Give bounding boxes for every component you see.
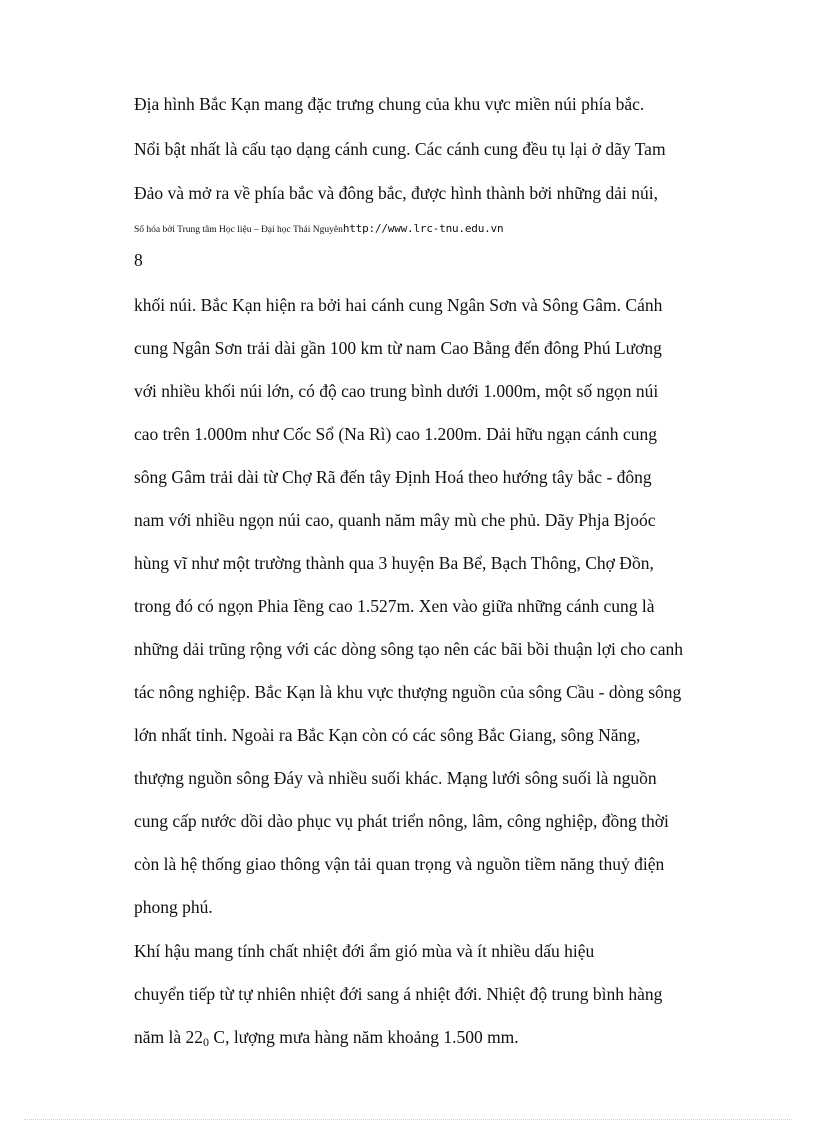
- page-number: 8: [134, 250, 143, 270]
- body-line: nam với nhiều ngọn núi cao, quanh năm mây mù che phủ. Dãy Phja Bjoóc: [134, 510, 656, 530]
- climate-line: chuyển tiếp từ tự nhiên nhiệt đới sang á nhiệt đới. Nhiệt độ trung bình hàng: [134, 984, 663, 1004]
- climate-line: Khí hậu mang tính chất nhiệt đới ẩm gió mùa và ít nhiều dấu hiệu: [134, 941, 595, 961]
- body-line: còn là hệ thống giao thông vận tải quan trọng và nguồn tiềm năng thuỷ điện: [134, 854, 665, 874]
- body-line: tác nông nghiệp. Bắc Kạn là khu vực thượng nguồn của sông Cầu - dòng sông: [134, 682, 682, 702]
- climate-text-before: năm là 22: [134, 1027, 204, 1047]
- body-line: cung cấp nước dồi dào phục vụ phát triển nông, lâm, công nghiệp, đồng thời: [134, 811, 669, 831]
- page-bottom-divider: [24, 1119, 792, 1120]
- body-line: với nhiều khối núi lớn, có độ cao trung bình dưới 1.000m, một số ngọn núi: [134, 381, 659, 401]
- footer-url-link[interactable]: http://www.lrc-tnu.edu.vn: [342, 222, 504, 235]
- climate-text-after: C, lượng mưa hàng năm khoảng 1.500 mm.: [209, 1027, 519, 1047]
- intro-line: Nổi bật nhất là cấu tạo dạng cánh cung. Các cánh cung đều tụ lại ở dãy Tam: [134, 139, 666, 159]
- body-line: trong đó có ngọn Phia Iềng cao 1.527m. Xen vào giữa những cánh cung là: [134, 596, 655, 616]
- body-line: cung Ngân Sơn trải dài gần 100 km từ nam Cao Bằng đến đông Phú Lương: [134, 338, 662, 358]
- digitization-footer: [134, 221, 503, 237]
- temperature-subscript: 0: [203, 1035, 210, 1049]
- body-line: sông Gâm trải dài từ Chợ Rã đến tây Định Hoá theo hướng tây bắc - đông: [134, 467, 652, 487]
- climate-line: [134, 1026, 519, 1053]
- body-line: những dải trũng rộng với các dòng sông tạo nên các bãi bồi thuận lợi cho canh: [134, 639, 683, 659]
- body-line: lớn nhất tỉnh. Ngoài ra Bắc Kạn còn có các sông Bắc Giang, sông Năng,: [134, 725, 641, 745]
- body-line: cao trên 1.000m như Cốc Sổ (Na Rì) cao 1.200m. Dải hữu ngạn cánh cung: [134, 424, 657, 444]
- body-line: phong phú.: [134, 897, 213, 917]
- body-line: thượng nguồn sông Đáy và nhiều suối khác. Mạng lưới sông suối là nguồn: [134, 768, 657, 788]
- body-line: hùng vĩ như một trường thành qua 3 huyện Ba Bể, Bạch Thông, Chợ Đồn,: [134, 553, 654, 573]
- footer-credit: Số hóa bởi Trung tâm Học liệu – Đại học Thái Nguyên: [134, 225, 343, 235]
- intro-line: Địa hình Bắc Kạn mang đặc trưng chung của khu vực miền núi phía bắc.: [134, 94, 645, 114]
- intro-line: Đảo và mở ra về phía bắc và đông bắc, được hình thành bởi những dải núi,: [134, 183, 658, 203]
- body-line: khối núi. Bắc Kạn hiện ra bởi hai cánh cung Ngân Sơn và Sông Gâm. Cánh: [134, 295, 663, 315]
